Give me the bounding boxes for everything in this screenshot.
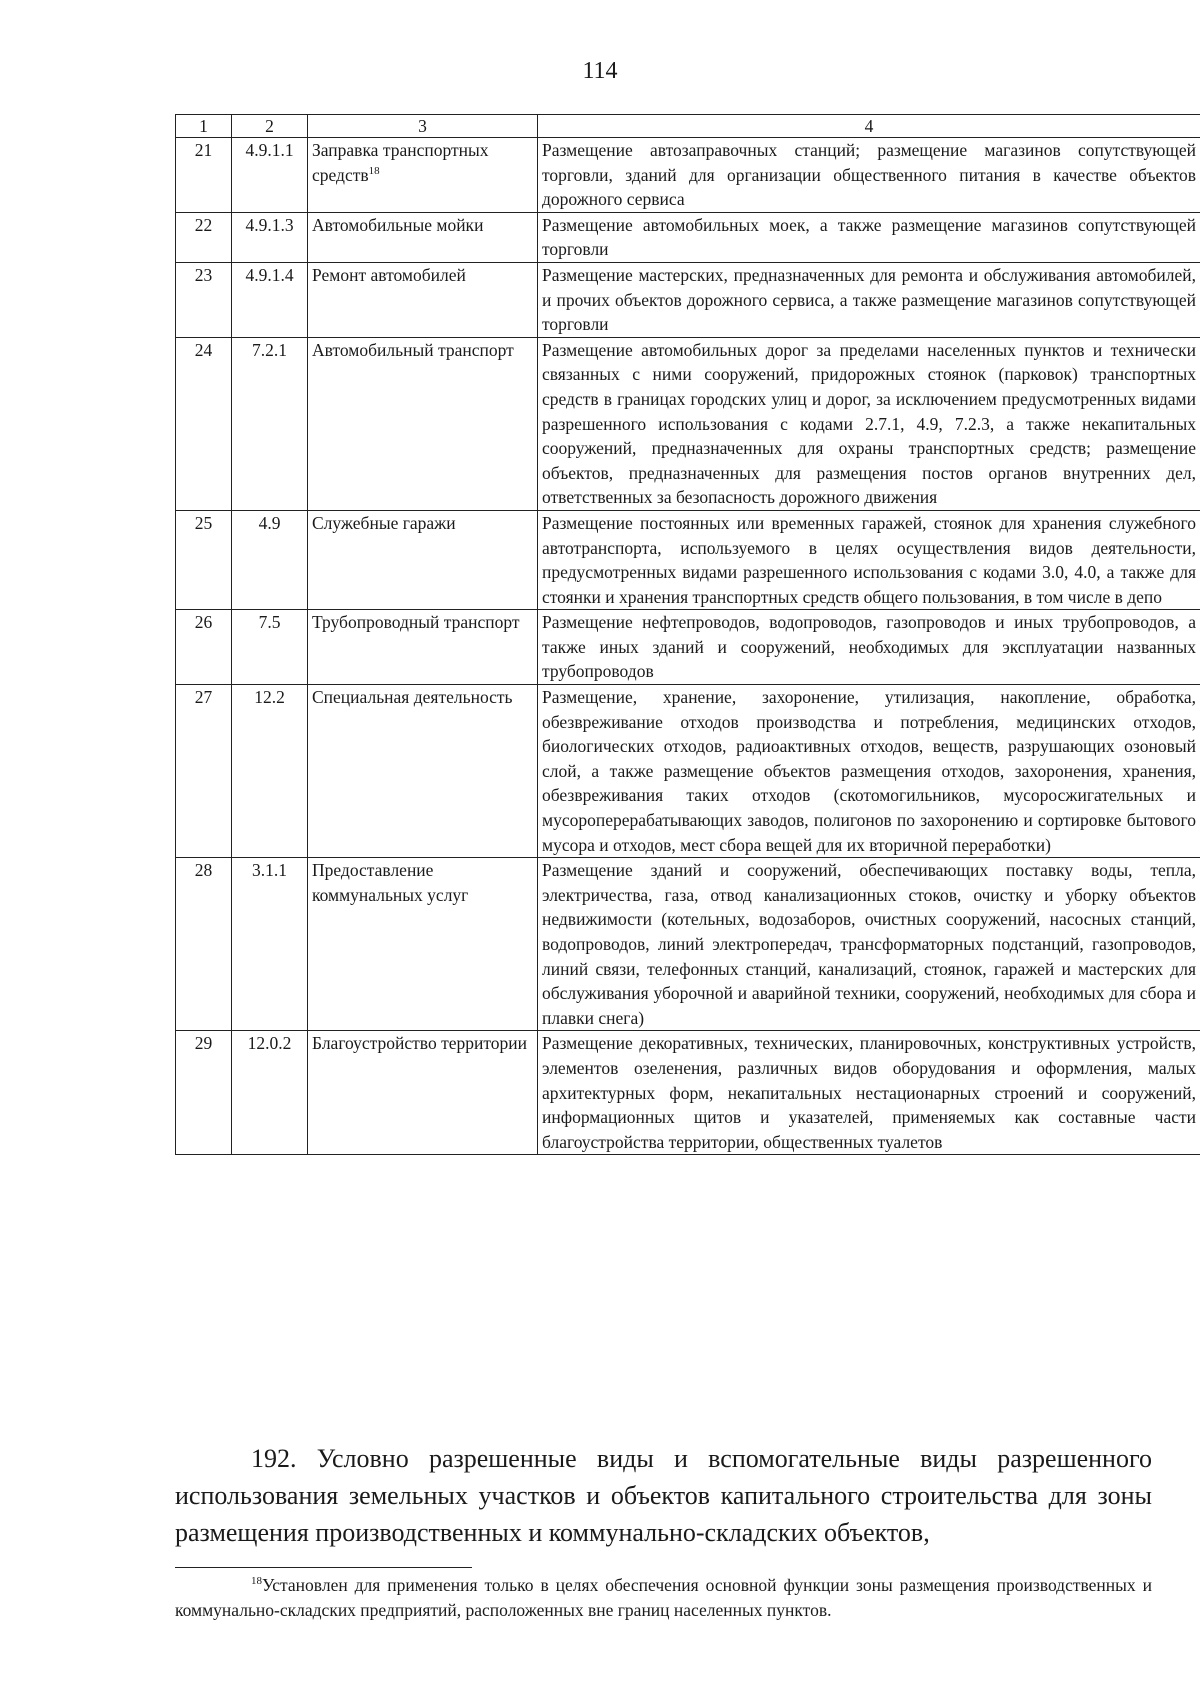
footnote <box>175 1573 1152 1623</box>
footnote-divider <box>175 1567 472 1568</box>
table-row <box>176 212 1200 262</box>
use-name-text: Заправка транспортных средств <box>312 140 489 185</box>
use-code-text: 3.1.1 <box>252 860 287 881</box>
row-number-text: 22 <box>194 214 213 235</box>
use-name-text: Трубопроводный транспорт <box>312 612 520 633</box>
table-row <box>176 685 1200 858</box>
row-number <box>176 1031 232 1155</box>
use-name-text: Автомобильный транспорт <box>312 339 514 360</box>
row-number <box>176 262 232 337</box>
row-number-text: 28 <box>194 860 213 881</box>
use-name <box>308 685 538 858</box>
table-row <box>176 138 1200 213</box>
paragraph-192: 192. Условно разрешенные виды и вспомогательные виды разрешенного использования земельных участков и объектов капитального строительства для зоны размещения производственных и коммунально-складских объектов, <box>175 1444 1152 1547</box>
use-description-text: Размещение автозаправочных станций; размещение магазинов сопутствующей торговли, зданий для организации общественного питания в качестве объектов дорожного сервиса <box>542 140 1196 210</box>
table-row <box>176 858 1200 1031</box>
row-number-text: 29 <box>194 1033 213 1054</box>
use-code <box>232 685 308 858</box>
use-description-text: Размещение зданий и сооружений, обеспечивающих поставку воды, тепла, электричества, газа, отвод канализационных стоков, очистку и уборку объектов недвижимости (котельных, водозаборов, очистных сооружений, насосных станций, водопроводов, линий электропередач, трансформаторных подстанций, газопроводов, линий связи, телефонных станций, канализаций, стоянок, гаражей и мастерских для обслуживания уборочной и аварийной техники, сооружений, необходимых для сбора и плавки снега) <box>542 860 1196 1028</box>
use-description <box>538 138 1200 213</box>
use-description-text: Размещение автомобильных дорог за пределами населенных пунктов и технически связанных с ними сооружений, придорожных стоянок (парковок) транспортных средств в границах городских улиц и дорог, за исключением предусмотренных видами разрешенного использования с кодами 2.7.1, 4.9, 7.2.3, а также некапитальных сооружений, предназначенных для охраны транспортных средств; размещение объектов, предназначенных для размещения постов органов внутренних дел, ответственных за безопасность дорожного движения <box>542 339 1196 508</box>
use-code-text: 7.5 <box>258 612 281 633</box>
use-code-text: 4.9 <box>258 512 281 533</box>
use-name <box>308 610 538 685</box>
use-description <box>538 1031 1200 1155</box>
row-number-text: 26 <box>194 612 213 633</box>
footnote-marker: 18 <box>251 1575 262 1588</box>
row-number-text: 24 <box>194 339 213 360</box>
use-code <box>232 262 308 337</box>
use-name-text: Предоставление коммунальных услуг <box>312 860 469 905</box>
use-code <box>232 510 308 609</box>
use-code-text: 4.9.1.1 <box>245 140 294 160</box>
row-number-text: 25 <box>194 512 213 533</box>
row-number <box>176 685 232 858</box>
use-name-text: Автомобильные мойки <box>312 214 484 235</box>
row-number-text: 27 <box>194 687 213 708</box>
table-body <box>176 138 1200 1155</box>
use-code-text: 4.9.1.4 <box>245 264 294 285</box>
table-header-row <box>176 115 1200 138</box>
footnote-text: Установлен для применения только в целях обеспечения основной функции зоны размещения производственных и коммунально-складских предприятий, расположенных вне границ населенных пунктов. <box>175 1575 1152 1620</box>
use-description <box>538 337 1200 510</box>
use-code <box>232 610 308 685</box>
use-name-text: Служебные гаражи <box>312 512 456 533</box>
use-name-text: Благоустройство территории <box>312 1033 527 1054</box>
row-number <box>176 138 232 213</box>
use-description-text: Размещение автомобильных моек, а также размещение магазинов сопутствующей торговли <box>542 214 1196 260</box>
table-row <box>176 337 1200 510</box>
row-number <box>176 212 232 262</box>
use-code <box>232 138 308 213</box>
use-name-text: Ремонт автомобилей <box>312 264 466 285</box>
use-name <box>308 138 538 213</box>
use-name <box>308 337 538 510</box>
header-cell: 3 <box>308 115 538 138</box>
use-description <box>538 510 1200 609</box>
row-number-text: 23 <box>194 264 213 285</box>
use-name <box>308 1031 538 1155</box>
use-code-text: 7.2.1 <box>252 339 287 360</box>
use-code-text: 4.9.1.3 <box>245 214 294 235</box>
page-number: 114 <box>582 58 618 84</box>
header-cell: 2 <box>232 115 308 138</box>
row-number-text: 21 <box>194 140 213 160</box>
use-name <box>308 510 538 609</box>
use-description-text: Размещение декоративных, технических, планировочных, конструктивных устройств, элементов озеленения, различных видов оборудования и оформления, малых архитектурных форм, некапитальных нестационарных строений и сооружений, информационных щитов и указателей, применяемых как составные части благоустройства территории, общественных туалетов <box>542 1033 1196 1152</box>
row-number <box>176 610 232 685</box>
header-cell: 4 <box>538 115 1200 138</box>
use-description <box>538 610 1200 685</box>
use-name-text: Специальная деятельность <box>312 687 513 708</box>
use-name <box>308 212 538 262</box>
use-description-text: Размещение мастерских, предназначенных для ремонта и обслуживания автомобилей, и прочих объектов дорожного сервиса, а также размещение магазинов сопутствующей торговли <box>542 264 1196 335</box>
header-cell: 1 <box>176 115 232 138</box>
use-code <box>232 337 308 510</box>
land-use-table <box>175 114 1200 1155</box>
use-code <box>232 212 308 262</box>
use-description-text: Размещение нефтепроводов, водопроводов, газопроводов и иных трубопроводов, а также иных зданий и сооружений, необходимых для эксплуатации названных трубопроводов <box>542 612 1196 682</box>
use-code-text: 12.2 <box>254 687 285 708</box>
table-row <box>176 262 1200 337</box>
use-code <box>232 858 308 1031</box>
row-number <box>176 510 232 609</box>
use-code-text: 12.0.2 <box>247 1033 292 1054</box>
table-row <box>176 1031 1200 1155</box>
row-number <box>176 858 232 1031</box>
use-description <box>538 858 1200 1031</box>
use-description <box>538 685 1200 858</box>
use-description-text: Размещение, хранение, захоронение, утилизация, накопление, обработка, обезвреживание отходов производства и потребления, медицинских отходов, биологических отходов, радиоактивных отходов, веществ, разрушающих озоновый слой, а также размещение объектов размещения отходов, захоронения, хранения, обезвреживания таких отходов (скотомогильников, мусоросжигательных и мусороперерабатывающих заводов, полигонов по захоронению и сортировке бытового мусора и отходов, мест сбора вещей для их вторичной переработки) <box>542 687 1196 855</box>
use-description <box>538 212 1200 262</box>
row-number <box>176 337 232 510</box>
footnote-ref: 18 <box>368 164 380 177</box>
table-row <box>176 510 1200 609</box>
use-name <box>308 262 538 337</box>
use-code <box>232 1031 308 1155</box>
use-description-text: Размещение постоянных или временных гаражей, стоянок для хранения служебного автотранспорта, используемого в целях осуществления видов деятельности, предусмотренных видами разрешенного использования с кодами 3.0, 4.0, а также для стоянки и хранения транспортных средств общего пользования, в том числе в депо <box>542 512 1196 607</box>
table-row <box>176 610 1200 685</box>
use-description <box>538 262 1200 337</box>
use-name <box>308 858 538 1031</box>
